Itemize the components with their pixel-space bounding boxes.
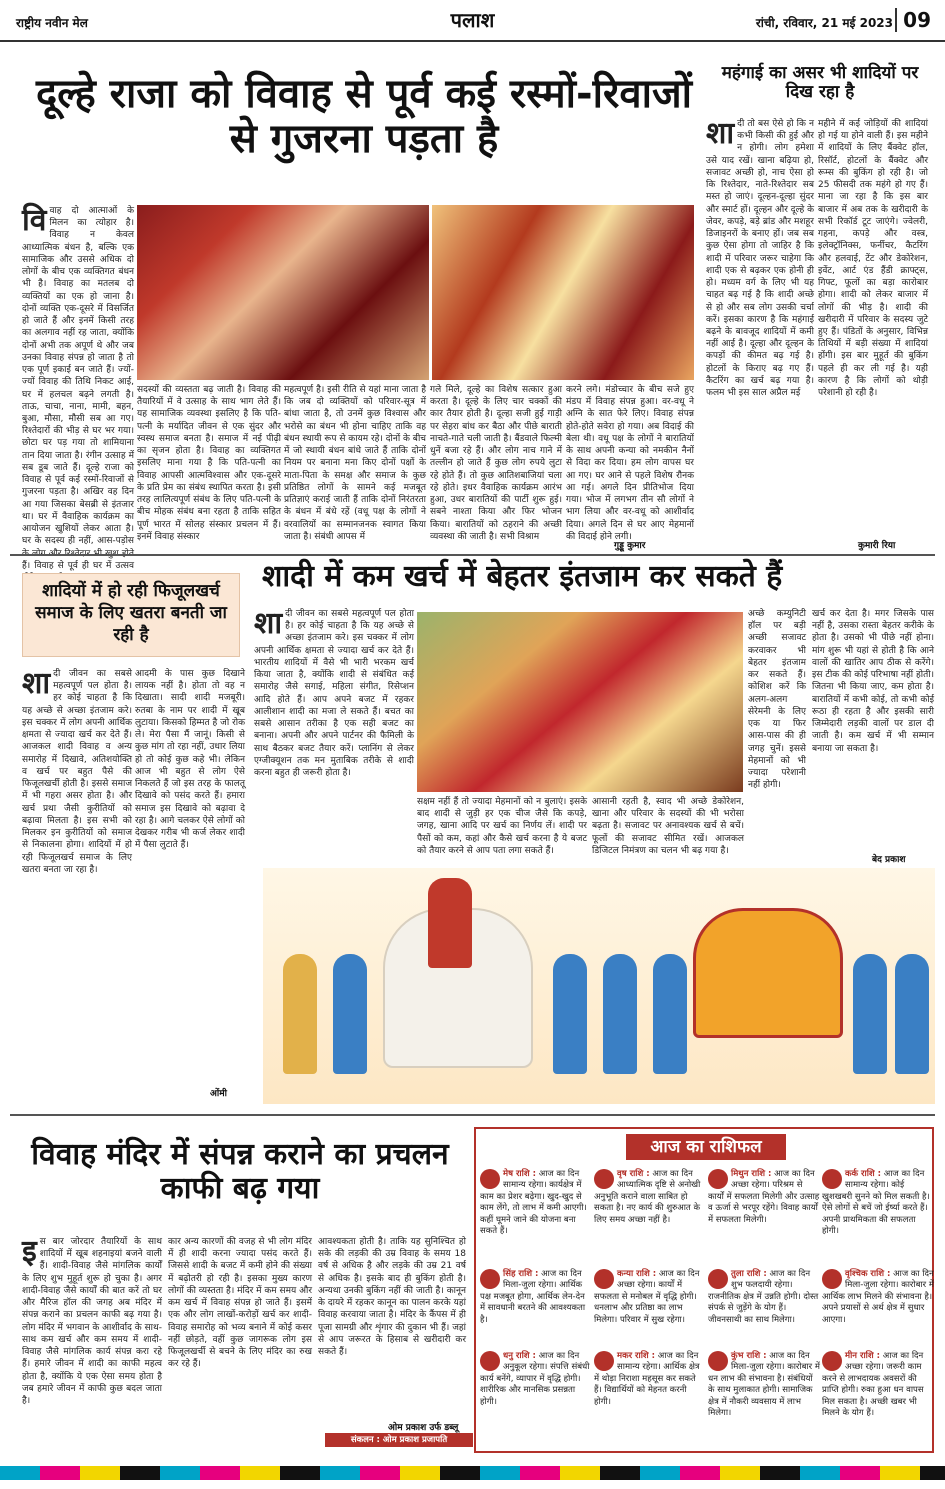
aries-icon	[480, 1169, 500, 1189]
story2-dropcap: शा	[706, 116, 735, 151]
rashifal-title: आज का राशिफल	[626, 1134, 786, 1160]
story5-headline: विवाह मंदिर में संपन्न कराने का प्रचलन काफी बढ़ गया	[31, 1137, 449, 1206]
procession-figure-icon	[653, 954, 687, 1074]
story5-byline: ओम प्रकाश उर्फ डब्लू	[388, 1423, 459, 1433]
story1-col4: गले मिले, दूल्हे का विशेष सत्कार हुआ करता है। दूल्हे के लिए चार चक्कों की कार तैयार होती है। दूल्हा सजी हुई गाड़ी पर सेहरा बांध कर बैठा और पीछे बाराती नाचते-गाते चली जाती है। बैंडवाले फिल्मी धुनें बजा रहे हैं। और लोग नाच गाने में तल्लीन हो जाते हैं कुछ लोग रुपये लुटा रहे होते हैं। तो कुछ आतिशबाजियां चला रहे होते। इधर वैवाहिक कार्यक्रम आरंभ हुआ, उधर बारातियों की पार्टी शुरू हुई। सबने नाश्ता किया और फिर भोजन किया। बारातियों को ठहराने की अच्छी व्यवस्था की जाती है। सभी विश्राम	[430, 385, 562, 542]
procession-figure-icon	[603, 954, 637, 1074]
story5-col1	[22, 1236, 162, 1460]
story1-col2: सदस्यों की व्यस्तता बढ़ जाती है। विवाह की तैयारियों में वे उत्साह के साथ भाग लेते हैं। यह सामाजिक व्यवस्था इसलिए है कि पति-पत्नी के मर्यादित जीवन से एक सुंदर और स्वस्थ समाज बनता है। समाज में नई पीढ़ी का सृजन होता है। विवाह का व्यक्तिगत इसलिए माना गया है कि पति-पत्नी का विवाह आपसी आत्मविश्वास और एक-दूसरे के प्रति प्रेम का संबंध स्थापित करता है। इसी तरह लालित्यपूर्ण संबंध के लिए पति-पत्नी के बीच मोहक संबंध बना रहता है ताकि सहित पूर्ण भारत में सोलह संस्कार प्रचलन में हैं। इनमें विवाह संस्कार	[137, 385, 281, 542]
story1-dropcap: वि	[22, 203, 47, 238]
story2-byline: कुमारी रिया	[858, 541, 896, 551]
story1-col1	[22, 203, 134, 571]
story3-col3: खर्च कर देता है। मगर जिसके पास नहीं है, उसका रास्ता बेहतर करीके के होता है। उसको भी पीछे नहीं होना। मांग शुरू भी यहां से होती है कि आने वालों की खातिर आप ठीक से करेंगे। इस टीक की कोई परिभाषा नहीं होती। जितना भी किया जाए, कम होता है। बारातियों में कभी कोई, तो कभी कोई रूठा ही रहता है और इसकी सारी जिम्मेदारी लड़की वालों पर डाल दी जाती है। कम खर्च में भी सम्मान बनाया जा सकता है।	[812, 609, 934, 754]
story5-col1-text: स बार जोरदार तैयारियों के साथ शादियों में खूब शहनाइयां बजने वाली हैं। शादी-विवाह जैसे मांगलिक कार्यों के लिए शुभ मुहूर्त शुरू हो चुका है। अगर शादी-विवाह जैसे कार्यों की बात करें तो घर और मैरिज हॉल की जगह अब मंदिर में संपन्न कराने का प्रचलन काफी बढ़ गया है। लोग मंदिर में भगवान के आशीर्वाद के साथ-साथ कम खर्च और कम समय में शादी-विवाह जैसे मांगलिक कार्य संपन्न करा रहे हैं। हमारे जीवन में शादी का काफी महत्व होता है, क्योंकि ये एक ऐसा समय होता है जब हमारे जीवन में काफी कुछ बदल जाता है।	[22, 1237, 162, 1407]
cancer-icon	[822, 1169, 842, 1189]
wedding-procession-illustration	[263, 868, 935, 1104]
taurus-icon	[594, 1169, 614, 1189]
story1-headline: दूल्हे राजा को विवाह से पूर्व कई रस्मों-रिवाजों से गुजरना पड़ता है	[35, 71, 692, 162]
wedding-couple-photo	[417, 612, 743, 792]
story4-dropcap: शा	[22, 666, 51, 701]
rashi-item: मीन राशि : आज का दिन अच्छा रहेगा। जरूरी काम करने से लाभदायक अवसरों की प्राप्ति होगी। रुका हुआ धन वापस मिल सकता है। अच्छी खबर भी मिलने के योग हैं।	[822, 1351, 924, 1419]
story2-col2: महीने में कई जोड़ियों की शादियां हो गई या होने वाली हैं। इस महीने में शादियों के लिए बैंक्वेट हॉल, रिसॉर्ट, होटलों के बैंक्वेट और रूम्स की बुकिंग हो रही है। जो 25 फीसदी तक महंगे हो गए हैं। माना जा रहा है कि इस बार बाजार में अब तक के खरीदारी के सभी रिकॉर्ड टूट जाएंगे। ज्वेलरी, गहना, कपड़े और वस्त्र, इलेक्ट्रॉनिक्स, फर्नीचर, कैटरिंग और हलवाई, टेंट और डेकोरेशन, इवेंट, आर्ट एंड हैंडी क्राफ्ट्स, गिफ्ट, फूलों का बड़ा कारोबार होगा। शादी को लेकर बाजार में लोगों की भीड़ है। शादी की खरीदारी में परिवार के सदस्य जुटे हुए हैं। पंडितों के अनुसार, विभिन्न तिथियों में बड़ी संख्या में शादियां होंगी। इस बार मुहूर्त की बुकिंग पहले ही कर ली गई है। यही कारण है कि लोगों को थोड़ी परेशानी हो रही है।	[818, 119, 928, 399]
story3-dropcap: शा	[254, 606, 283, 641]
sagittarius-icon	[480, 1351, 500, 1371]
dateline: रांची, रविवार, 21 मई 2023	[755, 16, 893, 30]
rashi-item: कर्क राशि : आज का दिन सामान्य रहेगा। कोई खुशखबरी सुनने को मिल सकती है। ऐसे लोगों से बचें जो ईर्ष्या करते हैं। अपनी प्राथमिकता की सफलता होगी।	[822, 1169, 930, 1237]
story4-byline: ओंमी	[210, 1089, 227, 1099]
story3-col2: अच्छे कम्युनिटी हॉल पर बड़ी अच्छी सजावट करवाकर भी बेहतर इंतजाम कर सकते हैं। कोशिश करें कि अलग-अलग सेरेमनी के लिए एक या फिर आस-पास की ही जगह चुनें। इससे मेहमानों को भी ज्यादा परेशानी नहीं होगी।	[748, 609, 806, 791]
story2-col1	[706, 118, 814, 552]
rashifal-box	[474, 1127, 934, 1453]
story5-col3: आवश्यकता होती है। ताकि यह सुनिश्चित हो सके की लड़की की उम्र विवाह के समय 18 वर्ष से अधिक है और लड़के की उम्र 21 वर्ष से अधिक है। इसके बाद ही बुकिंग होती है। अन्यथा उनकी बुकिंग नहीं की जाती है। कानून के दायरे में रहकर कानून का पालन करके यहां विवाह करवाया जाता है। मंदिर के कैंपस में ही पूजा सामग्री और शृंगार की दुकान भी हैं। जहां से आप जरूरत के हिसाब से खरीदारी कर सकते हैं।	[318, 1237, 466, 1358]
rashi-item: सिंह राशि : आज का दिन मिला-जुला रहेगा। आर्थिक पक्ष मजबूत होगा, आर्थिक लेन-देन में सावधानी बरतने की आवश्यकता है।	[480, 1269, 586, 1325]
story4-col1	[22, 668, 132, 1100]
procession-figure-icon	[895, 954, 929, 1074]
leo-icon	[480, 1269, 500, 1289]
story4-col1-text: दी जीवन का सबसे महत्वपूर्ण पल होता है। हर कोई चाहता है कि यह अच्छे से अच्छा इंतजाम करे। इस चक्कर में लोग अपनी आर्थिक क्षमता से ज्यादा खर्च कर देते हैं। आजकल शादी विवाह व अन्य समारोह में दिखावे, अतिशयोक्ति व खर्च पर बहुत पैसे की फिजूलखर्ची होती है। इससे समाज में भी गहरा असर होता है। और खर्च प्रथा जैसी कुरीतियों को बढ़ावा मिलता है। इस सभी को मिलकर इन कुरीतियों को समाज से निकालना होगा। शादियों में हो रही फिजूलखर्च समाज के लिए खतरा बनता जा रहा है।	[22, 669, 132, 875]
masthead: राष्ट्रीय नवीन मेल	[16, 16, 88, 30]
story4-col2: आदमी के पास कुछ दिखाने लायक नहीं है। होता तो वह न दिखाता। सादी शादी मजबूरी। रुतबा के नाम पर शादी में खूब लुटाया। किसको हिम्मत है जो रोक ले। मेरा पैसा मैं जानूं। किसी से कुछ मांग तो रहा नहीं, उधार लिया हो तो कोई कुछ कहे भी। लेकिन आज भी बहुत से लोग ऐसे निकलते हैं जो इस तरह के फालतू दिखावे को पसंद करते हैं। हमारा समाज इस दिखावे को बढ़ावा दे रहा है। आगे चलकर ऐसे लोगों को देखकर गरीब भी कर्ज लेकर शादी में पैसा लुटाते हैं।	[135, 669, 245, 851]
divider	[10, 554, 935, 556]
story3-col5: आसानी रहती है, स्वाद भी अच्छे डेकोरेशन, खाना और परिवार के सदस्यों की भी भरोसा बढ़ता है। सजावट पर अनावश्यक खर्च से बचें। फूलों की सजावट सीमित रखें। आजकल डिजिटल निमंत्रण का चलन भी बढ़ गया है।	[592, 797, 744, 856]
story1-byline: गुड्डू कुमार	[614, 541, 646, 551]
rashi-item: वृश्चिक राशि : आज का दिन मिला-जुला रहेगा। कारोबार में आर्थिक लाभ मिलने की संभावना है। अपने प्रयासों से अर्थ क्षेत्र में सुधार आएगा।	[822, 1269, 934, 1325]
story2-headline: महंगाई का असर भी शादियों पर दिख रहा है	[721, 63, 919, 103]
page-header	[0, 0, 945, 42]
libra-icon	[708, 1269, 728, 1289]
wedding-ritual-photo	[432, 205, 694, 380]
compiled-by: संकलन : ओम प्रकाश प्रजापति	[325, 1433, 473, 1447]
divider	[10, 1114, 935, 1116]
palanquin-icon	[693, 908, 843, 1038]
story3-byline: बेद प्रकाश	[872, 855, 906, 865]
rashi-item: वृष राशि : आज का दिन आध्यात्मिक दृष्टि से अनोखी अनुभूति कराने वाला साबित हो सकता है। नए कार्य की शुरुआत के लिए समय अच्छा नहीं है।	[594, 1169, 701, 1225]
procession-figure-icon	[853, 954, 887, 1074]
story1-col1-text: वाह दो आत्माओं के मिलन का त्योहार है। विवाह न केवल आध्यात्मिक बंधन है, बल्कि एक सामाजिक और उससे अधिक दो लोगों के बीच एक व्यक्तिगत बंधन भी है। विवाह का मतलब दो व्यक्तियों का एक हो जाना है। दोनों व्यक्ति एक-दूसरे में विसर्जित हो जाते हैं और इनमें किसी तरह का अलगाव नहीं रह जाता, क्योंकि दोनों अभी तक अपूर्ण थे और जब उनका विवाह संपन्न हो जाता है तो एक पूर्ण इकाई बन जाते हैं। ज्यों-ज्यों विवाह की तिथि निकट आई, घर में हलचल बढ़ने लगती है। ताऊ, चाचा, नाना, मामी, बहन, बुआ, मौसा, मौसी सब आ गए। रिश्तेदारों की भीड़ से घर भर गया। छोटा घर पड़ गया तो शामियाना तान दिया जाता है। रंगीन उत्साह में सब डूब जाते हैं। दूल्हे राजा को विवाह से पूर्व कई रस्मों-रिवाजों से गुजरना पड़ता है। अखिर वह दिन आ गया जिसका बेसब्री से इंतजार था। घर में वैवाहिक कार्यक्रम का आयोजन खुशियों लेकर आता है। घर के सदस्य ही नहीं, आस-पड़ोस हैं। विवाह से पूर्व ही घर में उत्सव	[22, 206, 134, 571]
rashi-item: कुंभ राशि : आज का दिन मिला-जुला रहेगा। कारोबार में धन लाभ की संभावना है। संबंधियों के साथ मुलाकात होगी। सामाजिक क्षेत्र में नौकरी व्यवसाय में लाभ मिलेगा।	[708, 1351, 820, 1419]
story3-col1	[254, 608, 414, 800]
story5-dropcap: इ	[22, 1234, 37, 1269]
color-registration-bar	[0, 1466, 945, 1480]
aquarius-icon	[708, 1351, 728, 1371]
rashi-item: कन्या राशि : आज का दिन अच्छा रहेगा। कार्यों में सफलता से मनोबल में वृद्धि होगी। धनलाभ और प्रतिष्ठा का लाभ मिलेगा। परिवार में सुख रहेगा।	[594, 1269, 700, 1325]
gemini-icon	[708, 1169, 728, 1189]
procession-figure-icon	[333, 954, 367, 1074]
groom-icon	[428, 878, 472, 968]
story3-headline: शादी में कम खर्च में बेहतर इंतजाम कर सकते हैं	[262, 559, 783, 594]
capricorn-icon	[594, 1351, 614, 1371]
story3-col4: सक्षम नहीं हैं तो ज्यादा मेहमानों को न बुलाएं। इसके बाद शादी से जुड़ी हर एक चीज जैसे कि कपड़े, जगह, खाना आदि पर खर्च का निर्णय लें। शादी पर पैसों को कम, कहां और कैसे खर्च करना है ये बजट को तैयार करने से आप पता लगा सकते हैं।	[417, 797, 587, 856]
story4-headline: शादियों में हो रही फिजूलखर्च समाज के लिए खतरा बनती जा रही है	[22, 573, 240, 657]
story2-col1-text: दी तो बस ऐसे हो कि न कभी किसी की हुई और न होगी। लोग हमेशा उसे याद रखें। खाना बढ़िया हो, सजावट अच्छी हो, नाच ऐसा हो कि रिश्तेदार, नाते-रिश्तेदार सब मस्त हो जाएं। दूल्हन-दूल्हा सुंदर और स्मार्ट हों। दूल्हन और दूल्हे के जेवर, कपड़े, बड़े ब्रांड और मशहूर डिजाइनरों के बनाए हों। जब सब कुछ ऐसा होगा तो जाहिर है कि शादी में परिवार जरूर चाहेगा कि शादी एक से बढ़कर एक होनी ही हो। मध्यम वर्ग के लिए भी यह चाहत बढ़ गई है कि शादी अच्छे से हो और सब लोग उसकी चर्चा करें। इसका कारण है कि महंगाई बढ़ने के बावजूद शादियों में कमी नहीं आई है। दूल्हा और दूल्हन के कपड़ों की कीमत बढ़ गई है। होटलों के किराए बढ़ गए हैं। कैटरिंग का खर्च बढ़ गया है। फलम भी इस साल अप्रैल मई	[706, 119, 814, 399]
procession-figure-icon	[283, 954, 317, 1074]
wedding-hands-photo	[137, 205, 429, 380]
pisces-icon	[822, 1351, 842, 1371]
story5-col2: कार अन्य कारणों की वजह से भी लोग मंदिर में ही शादी करना ज्यादा पसंद करते हैं। जिससे शादी के बजट में कमी होने की संख्या में बढ़ोतरी हो रही है। इसका मुख्य कारण लोगों की व्यस्तता है। मंदिर में कम समय और कम खर्च में विवाह संपन्न हो जाते हैं। इसमें एक और लोग लाखों-करोड़ों खर्च कर शादी-विवाह समारोह को भव्य बनाने में कोई कसर नहीं छोड़ते, वहीं कुछ जागरूक लोग इस फिजूलखर्ची से बचने के लिए मंदिर का रुख कर रहे हैं।	[168, 1237, 312, 1370]
scorpio-icon	[822, 1269, 842, 1289]
virgo-icon	[594, 1269, 614, 1289]
story1-col3: महत्वपूर्ण है। इसी रीति से यहां माना जाता है कि जब दो व्यक्तियों को परिवार-सूत्र में बांधा जाता है, तो उनमें कुछ विश्वास और भरोसे का बंधन भी होना चाहिए ताकि वह बंधन स्थायी रूप से कायम रहे। दोनों के बीच में जो स्थायी बंधन बांधे जाते हैं ताकि दोनों नियम पर बनाना मना किए दोनों पक्षों के माता-पिता के समक्ष और समाज के कुछ प्रतिष्ठित लोगों के सामने कई मजबूत प्रतिज्ञाएं कराई जाती हैं ताकि दोनों निरंतरता के बंधन में बंधे रहें (वधू पक्ष के लोगों ने वरवालियों का सम्मानजनक स्वागत किया जाता है। संबंधी आपस में	[284, 385, 426, 542]
page-number: 09	[895, 8, 931, 32]
rashi-item: धनु राशि : आज का दिन अनुकूल रहेगा। संपत्ति संबंधी कार्य बनेंगे, व्यापार में वृद्धि होगी। शारीरिक और मानसिक प्रसन्नता होगी।	[480, 1351, 590, 1407]
rashi-item: मिथुन राशि : आज का दिन अच्छा रहेगा। परिश्रम से कार्यों में सफलता मिलेगी और उत्साह व ऊर्जा से भरपूर रहेंगे। विवाह कार्यों में सफलता मिलेगी।	[708, 1169, 820, 1225]
section-title: पलाश	[450, 8, 495, 32]
rashi-item: मकर राशि : आज का दिन सामान्य रहेगा। आर्थिक क्षेत्र में थोड़ा निराशा महसूस कर सकते हैं। विद्यार्थियों को मेहनत करनी होगी।	[594, 1351, 700, 1407]
story1-col5: करने लगे। मंडोच्चार के बीच सजे हुए मंडप में विवाह संपन्न हुआ। वर-वधू ने अग्नि के सात फेरे लिए। विवाह संपन्न होते-होते सवेरा हो गया। अब विदाई की बेला थी। वधू पक्ष के लोगों ने बारातियों के साथ अपनी कन्या को नमकीन नैनों से विदा कर दिया। हम लोग वापस घर आ गए। घर आने से पहले विशेष रौनक आ गई। अगले दिन प्रीतिभोज दिया गया। भोज में लगभग तीन सौ लोगों ने भाग लिया और वर-वधू को आशीर्वाद दिया। अगले दिन से घर आए मेहमानों की विदाई होने लगी।	[566, 385, 694, 542]
rashi-item: मेष राशि : आज का दिन सामान्य रहेगा। कार्यक्षेत्र में काम का प्रेशर बढ़ेगा। खुद-खुद से काम लेंगे, तो लाभ में कमी आएगी। कहीं घूमने जाने की योजना बना सकते हैं।	[480, 1169, 587, 1237]
story3-col1-text: दी जीवन का सबसे महत्वपूर्ण पल होता है। हर कोई चाहता है कि यह अच्छे से अच्छा इंतजाम करे। इस चक्कर में लोग अपनी आर्थिक क्षमता से ज्यादा खर्च कर देते हैं। भारतीय शादियों में वैसे भी भारी भरकम खर्च किया जाता है, क्योंकि शादी से संबंधित कई समारोह जैसे सगाई, महिला संगीत, रिसेप्शन आदि होते हैं। आप अपने बजट में रहकर आलीशान शादी का मजा ले सकते हैं। बचत का सबसे आसान तरीका है एक सही बजट का बनाना। अपनी और अपने पार्टनर की फैमिली के साथ बैठकर बजट तैयार करें। प्लानिंग से लेकर एग्जीक्यूशन तक मन मुताबिक तरीके से शादी करना बहुत ही जरूरी होता है।	[254, 609, 414, 779]
rashi-item: तुला राशि : आज का दिन शुभ फलदायी रहेगा। राजनीतिक क्षेत्र में उन्नति होगी। दोस्त संपर्क से जुड़ेंगे के योग हैं। जीवनसाथी का साथ मिलेगा।	[708, 1269, 819, 1325]
procession-figure-icon	[553, 954, 587, 1074]
